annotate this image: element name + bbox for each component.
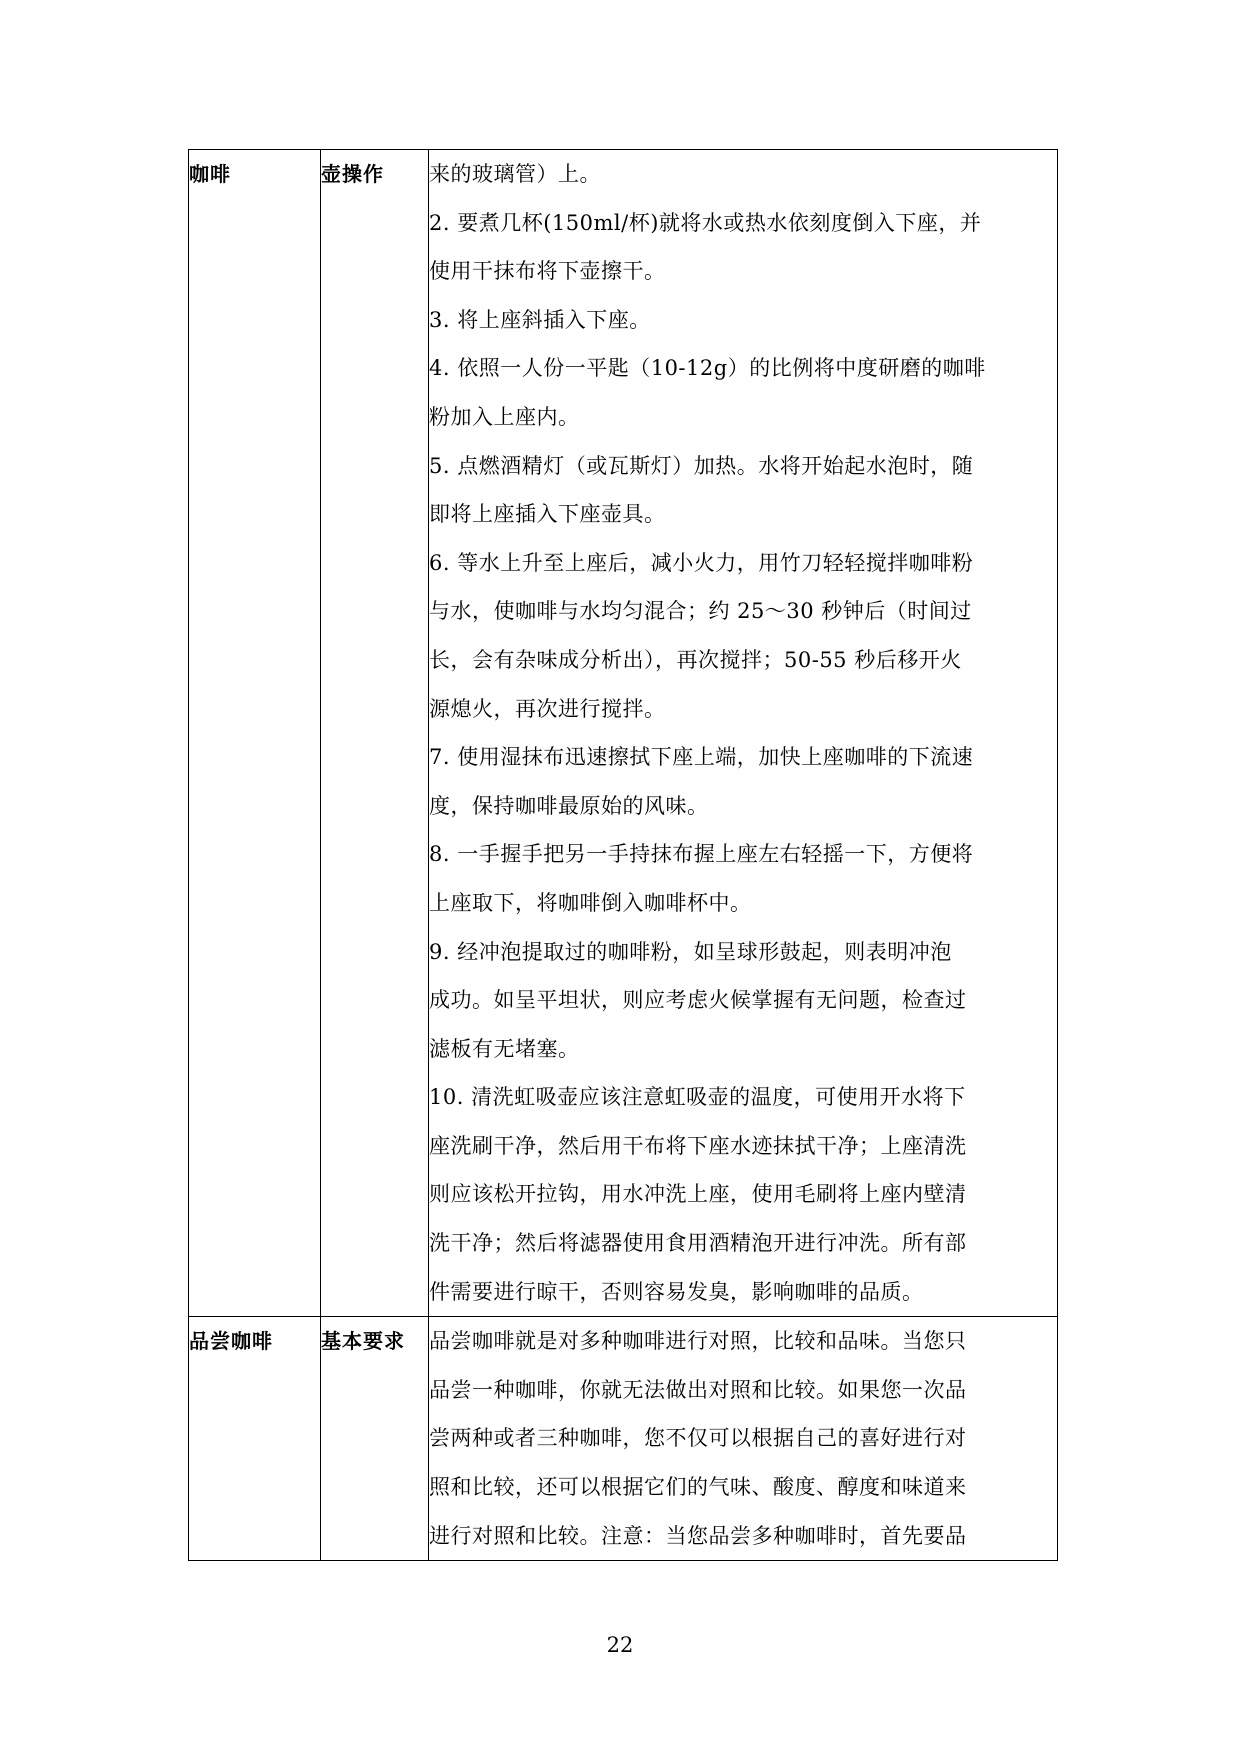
- text-line: 7. 使用湿抹布迅速擦拭下座上端，加快上座咖啡的下流速: [429, 745, 974, 770]
- text-line: 即将上座插入下座壶具。: [429, 502, 666, 527]
- text-line: 3. 将上座斜插入下座。: [429, 307, 651, 332]
- text-line: 洗干净；然后将滤器使用食用酒精泡开进行冲洗。所有部: [429, 1231, 967, 1256]
- text-line: 9. 经冲泡提取过的咖啡粉，如呈球形鼓起，则表明冲泡: [429, 939, 952, 964]
- text-line: 5. 点燃酒精灯（或瓦斯灯）加热。水将开始起水泡时，随: [429, 453, 974, 478]
- text-line: 6. 等水上升至上座后，减小火力，用竹刀轻轻搅拌咖啡粉: [429, 550, 974, 575]
- category-cell: 品尝咖啡: [189, 1317, 321, 1561]
- text-line: 尝两种或者三种咖啡，您不仅可以根据自己的喜好进行对: [429, 1426, 967, 1451]
- text-line: 照和比较，还可以根据它们的气味、酸度、醇度和味道来: [429, 1475, 967, 1500]
- text-line: 座洗刷干净，然后用干布将下座水迹抹拭干净；上座清洗: [429, 1133, 967, 1158]
- text-line: 上座取下，将咖啡倒入咖啡杯中。: [429, 890, 752, 915]
- text-line: 件需要进行晾干，否则容易发臭，影响咖啡的品质。: [429, 1279, 924, 1304]
- text-line: 来的玻璃管）上。: [429, 162, 601, 186]
- text-line: 2. 要煮几杯(150ml/杯)就将水或热水依刻度倒入下座，并: [429, 210, 982, 235]
- subcategory-cell: 壶操作: [321, 150, 429, 1317]
- content-cell: [429, 150, 1058, 1317]
- text-line: 度，保持咖啡最原始的风味。: [429, 793, 709, 818]
- text-line: 品尝咖啡就是对多种咖啡进行对照，比较和品味。当您只: [429, 1329, 967, 1354]
- text-line: 滤板有无堵塞。: [429, 1036, 580, 1061]
- text-line: 使用干抹布将下壶擦干。: [429, 259, 666, 284]
- text-line: 粉加入上座内。: [429, 404, 580, 429]
- text-line: 则应该松开拉钩，用水冲洗上座，使用毛刷将上座内壁清: [429, 1182, 967, 1207]
- text-line: 品尝一种咖啡，你就无法做出对照和比较。如果您一次品: [429, 1377, 967, 1402]
- table-row: [189, 150, 1058, 1317]
- text-line: 长，会有杂味成分析出），再次搅拌；50-55 秒后移开火: [429, 647, 962, 672]
- content-table: [188, 149, 1058, 1561]
- text-line: 4. 依照一人份一平匙（10-12g）的比例将中度研磨的咖啡: [429, 356, 986, 381]
- text-line: 源熄火，再次进行搅拌。: [429, 696, 666, 721]
- subcategory-cell: 基本要求: [321, 1317, 429, 1561]
- text-line: 成功。如呈平坦状，则应考虑火候掌握有无问题，检查过: [429, 988, 967, 1013]
- table-row: [189, 1317, 1058, 1561]
- text-line: 10. 清洗虹吸壶应该注意虹吸壶的温度，可使用开水将下: [429, 1085, 966, 1110]
- text-line: 8. 一手握手把另一手持抹布握上座左右轻摇一下，方便将: [429, 842, 974, 867]
- text-line: 与水，使咖啡与水均匀混合；约 25～30 秒钟后（时间过: [429, 599, 972, 624]
- table-body: [189, 150, 1058, 1561]
- content-cell: [429, 1317, 1058, 1561]
- text-line: 进行对照和比较。注意：当您品尝多种咖啡时，首先要品: [429, 1523, 967, 1548]
- page-number: 22: [606, 1633, 634, 1657]
- category-cell: 咖啡: [189, 150, 321, 1317]
